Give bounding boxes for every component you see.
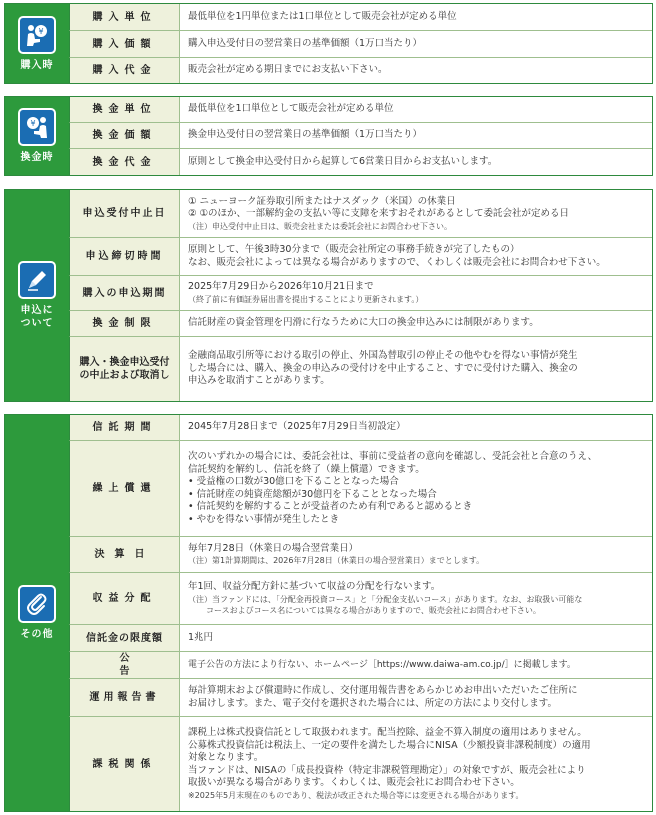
row-label: 換金単位 (69, 97, 179, 123)
table-row (69, 97, 652, 123)
row-label: 運用報告書 (69, 679, 179, 717)
text-line: 2025年7月29日から2026年10月21日まで (188, 281, 374, 293)
row-label (69, 337, 179, 401)
bullet-item: • 信託財産の純資産総額が30億円を下ることとなった場合 (188, 488, 437, 500)
row-label: 購入価額 (69, 31, 179, 58)
table-row (69, 679, 652, 717)
table-row (69, 149, 652, 175)
row-label: 換金価額 (69, 123, 179, 149)
table-row (69, 123, 652, 149)
note-line: （注）申込受付中止日は、販売会社または委託会社にお問合わせ下さい。 (188, 221, 452, 231)
row-label: 購入の申込期間 (69, 276, 179, 311)
text-line: 申込みを取消すことがあります。 (188, 375, 330, 387)
row-label: 購入代金 (69, 58, 179, 83)
row-value: 2045年7月28日まで（2025年7月29日当初設定） (179, 415, 652, 441)
text-line: 取扱いが異なる場合があります。くわしくは、販売会社にお問合わせ下さい。 (188, 777, 520, 789)
row-value: 電子公告の方法により行ない、ホームページ［https://www.daiwa-am.co.jp/］に掲載します。 (179, 652, 652, 679)
row-value: 最低単位を1円単位または1口単位として販売会社が定める単位 (179, 4, 652, 31)
row-value: 換金申込受付日の翌営業日の基準価額（1万口当たり） (179, 123, 652, 149)
table-row (69, 441, 652, 537)
label-line: 購入・換金申込受付 (79, 357, 170, 368)
table-row (69, 337, 652, 401)
svg-text:¥: ¥ (38, 26, 44, 36)
table-row (69, 537, 652, 573)
purchase-side-panel (5, 4, 69, 83)
row-value (179, 190, 652, 238)
paperclip-icon (18, 585, 56, 623)
table-row (69, 311, 652, 337)
text-line: 対象となります。 (188, 752, 264, 764)
table-row (69, 415, 652, 441)
row-value: 信託財産の資金管理を円滑に行なうために大口の換金申込みには制限があります。 (179, 311, 652, 337)
row-value: 販売会社が定める期日までにお支払い下さい。 (179, 58, 652, 83)
bullet-item: • やむを得ない事情が発生したとき (188, 513, 340, 525)
row-label: 申込受付中止日 (69, 190, 179, 238)
table-row (69, 652, 652, 679)
row-value (179, 573, 652, 625)
yen-hand-icon (18, 108, 56, 146)
purchase-section (4, 3, 653, 84)
table-row (69, 190, 652, 238)
text-line: 毎年7月28日（休業日の場合翌営業日） (188, 542, 359, 554)
text-line: 金融商品取引所等における取引の停止、外国為替取引の停止その他やむを得ない事情が発生 (188, 350, 578, 362)
bullet-item: • 信託契約を解約することが受益者のため有利であると認めるとき (188, 501, 473, 512)
text-line: 信託契約を解約し、信託を終了（繰上償還）できます。 (188, 463, 425, 475)
text-line: 次のいずれかの場合には、委託会社は、事前に受益者の意向を確認し、受託会社と合意のうえ、 (188, 451, 598, 462)
table-row (69, 31, 652, 58)
table-row (69, 717, 652, 811)
yen-hand-icon (18, 16, 56, 54)
note-line: ※2025年5月末現在のものであり、税法が改正された場合等には変更される場合があります。 (188, 790, 524, 800)
application-side-label: 申込に ついて (20, 305, 54, 329)
text-line: ② ①のほか、一部解約金の支払い等に支障を来すおそれがあるとして委託会社が定める日 (188, 208, 570, 219)
row-label: 購入単位 (69, 4, 179, 31)
label-line: の中止および取消し (79, 370, 170, 381)
row-label: 換金制限 (69, 311, 179, 337)
note-line: コースおよびコース名については異なる場合がありますので、販売会社にお問合わせ下さい。 (206, 605, 541, 615)
row-value: 購入申込受付日の翌営業日の基準価額（1万口当たり） (179, 31, 652, 58)
row-label: 繰上償還 (69, 441, 179, 537)
table-row (69, 58, 652, 83)
row-value: 最低単位を1口単位として販売会社が定める単位 (179, 97, 652, 123)
row-value: 原則として換金申込受付日から起算して6営業日目からお支払いします。 (179, 149, 652, 175)
other-side-label: その他 (20, 629, 54, 640)
application-section (4, 189, 653, 402)
text-line: 課税上は株式投資信託として取扱われます。配当控除、益金不算入制度の適用はありません。 (188, 727, 587, 739)
row-value (179, 717, 652, 811)
pen-icon (18, 261, 56, 299)
row-value (179, 441, 652, 537)
table-row (69, 238, 652, 276)
row-value (179, 238, 652, 276)
table-row (69, 276, 652, 311)
row-label: 信託金の限度額 (69, 625, 179, 652)
row-value: 1兆円 (179, 625, 652, 652)
note-line: （注）当ファンドには、「分配金再投資コース」と「分配金支払いコース」があります。なお、お取扱い可能な (188, 594, 583, 604)
row-label: 決算日 (69, 537, 179, 573)
redemption-side-label: 換金時 (20, 152, 54, 163)
table-row (69, 573, 652, 625)
text-line: ① ニューヨーク証券取引所またはナスダック（米国）の休業日 (188, 195, 456, 207)
text-line: 公募株式投資信託は税法上、一定の要件を満たした場合にNISA（少額投資非課税制度）の適用 (188, 739, 591, 751)
table-row (69, 625, 652, 652)
table-row (69, 4, 652, 31)
row-label: 申込締切時間 (69, 238, 179, 276)
row-value (179, 537, 652, 573)
text-line: 当ファンドは、NISAの「成長投資枠（特定非課税管理勘定）」の対象ですが、販売会社により (188, 764, 586, 776)
row-value (179, 679, 652, 717)
text-line: 年1回、収益分配方針に基づいて収益の分配を行ないます。 (188, 581, 441, 593)
row-label: 換金代金 (69, 149, 179, 175)
row-value (179, 337, 652, 401)
row-value (179, 276, 652, 311)
text-line: お届けします。また、電子交付を選択された場合には、所定の方法により交付します。 (188, 697, 557, 709)
row-label: 信託期間 (69, 415, 179, 441)
note-line: （注）第1計算期間は、2026年7月28日（休業日の場合翌営業日）までとします。 (188, 556, 485, 566)
text-line: した場合には、購入、換金の申込みの受付けを中止すること、すでに受付けた購入、換金の (188, 362, 578, 374)
text-line: 原則として、午後3時30分まで（販売会社所定の事務手続きが完了したもの） (188, 244, 520, 255)
purchase-side-label: 購入時 (20, 59, 54, 71)
note-line: （終了前に有価証券届出書を提出することにより更新されます。） (188, 294, 424, 304)
text-line: なお、販売会社によっては異なる場合がありますので、くわしくは販売会社にお問合わせ下さい。 (188, 256, 606, 268)
row-label: 収益分配 (69, 573, 179, 625)
redemption-side-panel (5, 97, 69, 175)
redemption-section (4, 96, 653, 176)
bullet-item: • 受益権の口数が30億口を下ることとなった場合 (188, 476, 399, 487)
row-label: 課税関係 (69, 717, 179, 811)
application-side-panel (5, 190, 69, 401)
row-label: 公告 (69, 652, 179, 679)
other-side-panel (5, 415, 69, 811)
other-section (4, 414, 653, 812)
text-line: 毎計算期末および償還時に作成し、交付運用報告書をあらかじめお申出いただいたご住所に (188, 685, 578, 696)
svg-text:¥: ¥ (30, 119, 36, 128)
